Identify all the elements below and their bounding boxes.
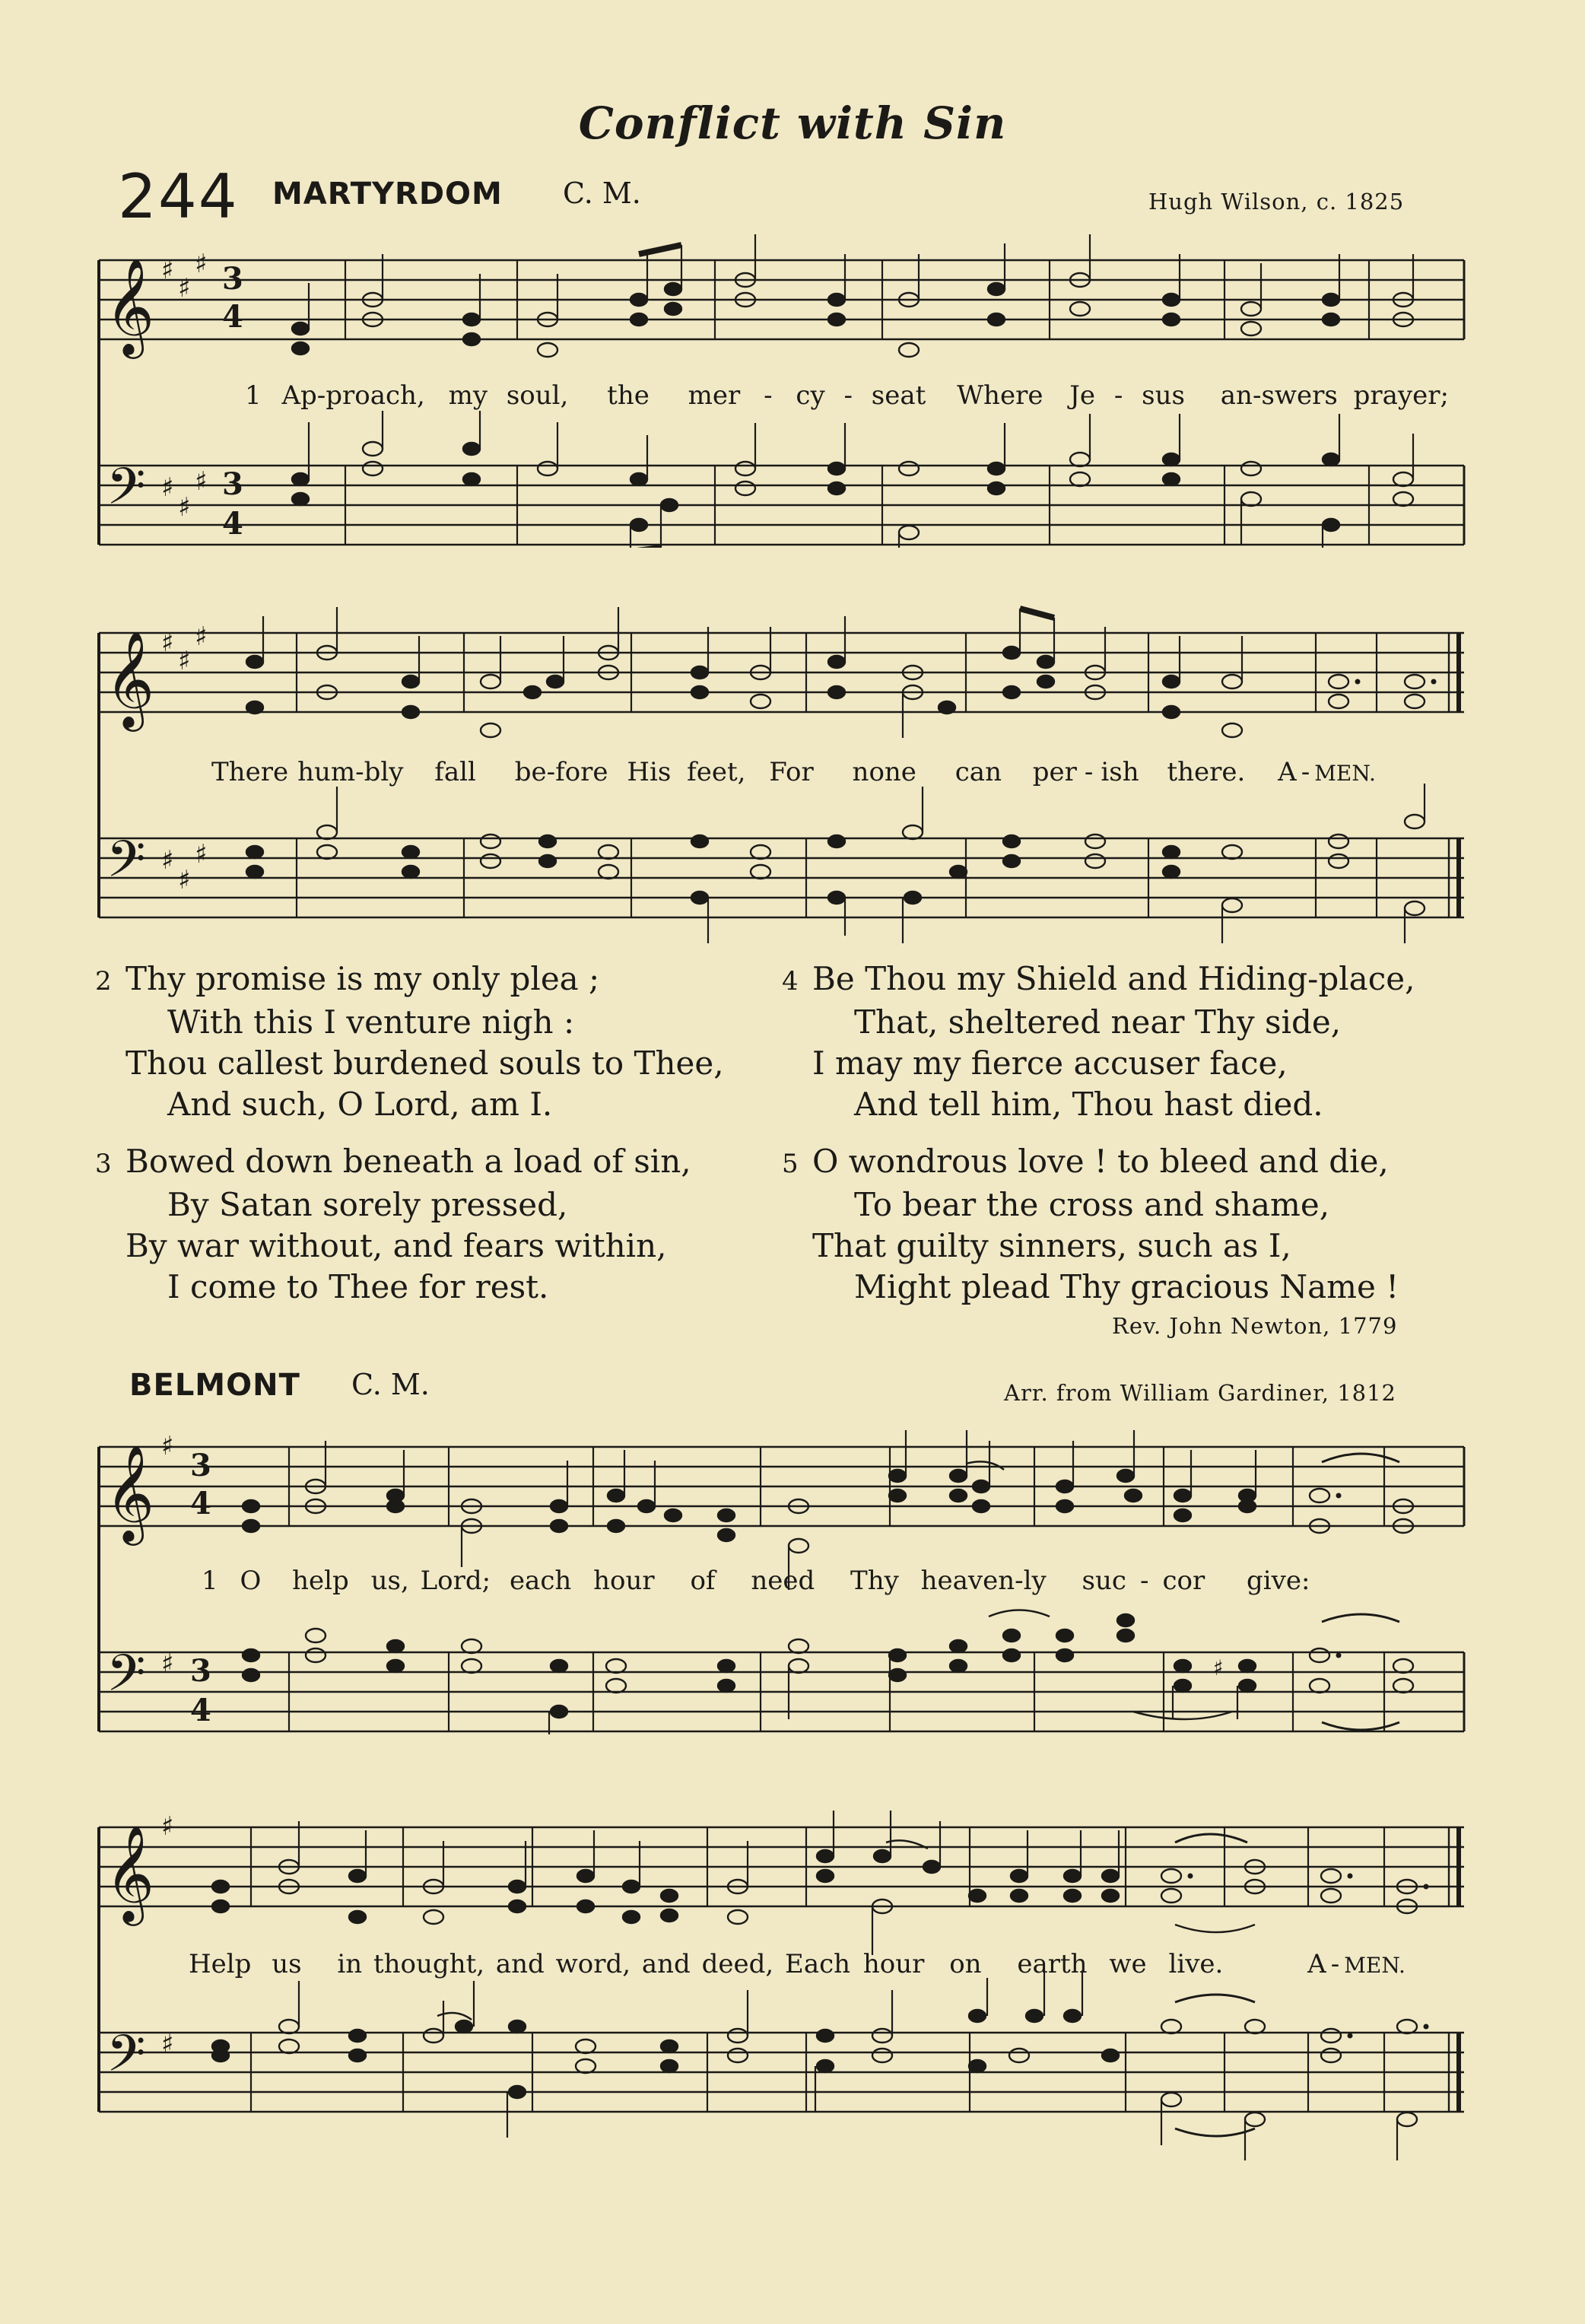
lyric-syllable: Thy [850, 1566, 899, 1596]
lyric-syllable: we [1109, 1949, 1147, 1979]
svg-text:♯: ♯ [195, 839, 208, 870]
lyric-syllable: - [355, 757, 364, 787]
verse-line: That, sheltered near Thy side, [854, 1003, 1342, 1041]
lyric-syllable: feet, [687, 757, 746, 787]
lyric-syllable: word, [555, 1949, 631, 1979]
svg-text:𝄢: 𝄢 [106, 830, 146, 901]
verse-line: That guilty sinners, such as I, [812, 1227, 1291, 1264]
lyric-syllable: there. [1167, 757, 1246, 787]
lyric-syllable: us, [370, 1566, 409, 1596]
composer-credit: Hugh Wilson, c. 1825 [1148, 189, 1405, 215]
verse-number: 1 [202, 1566, 218, 1596]
svg-text:♯: ♯ [1213, 1655, 1224, 1680]
verse-3 [95, 1141, 691, 1308]
lyric-syllable: suc [1082, 1566, 1126, 1596]
lyric-syllable: - [1330, 1949, 1340, 1979]
lyric-syllable: my [448, 380, 488, 411]
svg-text:𝄞: 𝄞 [105, 1444, 155, 1541]
lyric-syllable: ish [1101, 757, 1139, 787]
svg-text:♯: ♯ [161, 255, 174, 285]
svg-text:♯: ♯ [195, 466, 208, 497]
svg-text:♯: ♯ [161, 2029, 174, 2059]
lyrics-line-1 [245, 380, 1449, 411]
lyric-syllable: fore [555, 757, 608, 787]
lyric-syllable: bly [364, 757, 404, 787]
tune-name-belmont: BELMONT [129, 1368, 300, 1403]
lyric-syllable: For [769, 757, 814, 787]
lyric-syllable: seat [871, 380, 926, 411]
verse-line: And tell him, Thou hast died. [854, 1086, 1323, 1123]
lyric-syllable: be [514, 757, 547, 787]
verse-line: By Satan sorely pressed, [167, 1186, 568, 1223]
page-header-title: Conflict with Sin [578, 97, 1007, 149]
svg-text:♯: ♯ [178, 646, 191, 676]
verse-line: Thou callest burdened souls to Thee, [125, 1044, 724, 1082]
lyric-syllable: per [1032, 757, 1077, 787]
verse-line: Might plead Thy gracious Name ! [854, 1268, 1399, 1305]
svg-text:♯: ♯ [161, 628, 174, 658]
lyric-syllable: Each [785, 1949, 851, 1979]
lyric-syllable: deed, [701, 1949, 774, 1979]
lyric-syllable: - [1113, 380, 1123, 411]
lyric-syllable: His [627, 757, 672, 787]
verse-number: 4 [782, 966, 799, 997]
lyric-syllable: thought, [373, 1949, 485, 1979]
svg-text:♯: ♯ [195, 249, 208, 279]
music-system-4 [0, 1795, 1585, 2176]
lyric-syllable: MEN. [1344, 1953, 1406, 1978]
svg-text:4: 4 [222, 506, 243, 542]
lyric-syllable: and [641, 1949, 691, 1979]
lyrics-line-4 [189, 1949, 1406, 1979]
svg-text:𝄢: 𝄢 [106, 1644, 146, 1715]
svg-text:♯: ♯ [178, 492, 191, 523]
verse-line: By war without, and fears within, [125, 1227, 667, 1264]
hymn-number: 244 [118, 161, 239, 232]
lyric-syllable: sus [1142, 380, 1185, 411]
hymn-author-credit: Rev. John Newton, 1779 [1112, 1313, 1398, 1339]
lyric-syllable: A [1278, 757, 1297, 787]
svg-text:4: 4 [190, 1693, 211, 1728]
verse-line: I come to Thee for rest. [167, 1268, 549, 1305]
svg-text:3: 3 [190, 1653, 211, 1689]
lyric-syllable: Je [1069, 380, 1096, 411]
verse-2 [95, 959, 724, 1125]
verse-line: And such, O Lord, am I. [167, 1086, 553, 1123]
lyric-syllable: earth [1017, 1949, 1088, 1979]
verse-5 [782, 1141, 1399, 1308]
tune-meter: C. M. [563, 176, 641, 210]
lyric-syllable: heaven-ly [920, 1566, 1047, 1596]
lyric-syllable: Help [189, 1949, 252, 1979]
lyric-syllable: MEN. [1314, 761, 1376, 786]
lyric-syllable: - [1084, 757, 1094, 787]
svg-text:♯: ♯ [161, 472, 174, 503]
svg-text:♯: ♯ [195, 622, 208, 652]
lyric-syllable: give: [1247, 1566, 1310, 1596]
svg-text:𝄢: 𝄢 [106, 2024, 146, 2095]
tune-name-martyrdom: MARTYRDOM [272, 176, 503, 211]
lyric-syllable: A [1307, 1949, 1326, 1979]
svg-text:𝄢: 𝄢 [106, 457, 146, 528]
lyric-syllable: of [690, 1566, 716, 1596]
lyric-syllable: cor [1162, 1566, 1205, 1596]
verse-line: With this I venture nigh : [167, 1003, 575, 1041]
verse-line: Thy promise is my only plea ; [125, 960, 600, 997]
time-signature-bottom: 4 [222, 299, 243, 335]
svg-text:4: 4 [190, 1486, 211, 1521]
lyric-syllable: need [751, 1566, 815, 1596]
lyric-syllable: hum [297, 757, 356, 787]
verse-number: 5 [782, 1149, 799, 1179]
lyric-syllable: - [1301, 757, 1310, 787]
svg-text:♯: ♯ [161, 845, 174, 876]
lyric-syllable: - [1139, 1566, 1149, 1596]
lyric-syllable: - [1252, 380, 1262, 411]
lyric-syllable: fall [434, 757, 476, 787]
lyrics-line-3 [202, 1566, 1310, 1596]
svg-text:♯: ♯ [161, 1811, 174, 1842]
lyrics-line-2 [211, 757, 1376, 787]
lyric-syllable: - [546, 757, 556, 787]
verse-number: 2 [95, 966, 112, 997]
verse-line: O wondrous love ! to bleed and die, [812, 1143, 1389, 1180]
time-signature-top: 3 [222, 261, 243, 297]
svg-text:3: 3 [222, 466, 243, 502]
verse-line: I may my fierce accuser face, [812, 1044, 1288, 1082]
verse-line: Bowed down beneath a load of sin, [125, 1143, 691, 1180]
svg-text:𝄞: 𝄞 [105, 257, 155, 354]
svg-text:♯: ♯ [178, 273, 191, 304]
verse-line: Be Thou my Shield and Hiding-place, [812, 960, 1415, 997]
lyric-syllable: prayer; [1353, 380, 1449, 411]
lyric-syllable: help [292, 1566, 349, 1596]
lyric-syllable: O [240, 1566, 262, 1596]
composer-credit: Arr. from William Gardiner, 1812 [1004, 1380, 1397, 1406]
lyric-syllable: an [1220, 380, 1253, 411]
lyric-syllable: us [272, 1949, 302, 1979]
lyric-syllable: swers [1261, 380, 1338, 411]
lyric-syllable: and [495, 1949, 545, 1979]
lyric-syllable: cy [796, 380, 825, 411]
lyric-syllable: hour [593, 1566, 655, 1596]
svg-text:𝄞: 𝄞 [105, 630, 155, 727]
verse-number: 3 [95, 1149, 112, 1179]
svg-text:♯: ♯ [161, 1648, 174, 1679]
lyric-syllable: none [852, 757, 916, 787]
staff-notation [0, 1795, 1585, 2176]
svg-text:♯: ♯ [178, 865, 191, 895]
lyric-syllable: - [764, 380, 773, 411]
lyric-syllable: There [211, 757, 289, 787]
lyric-syllable: live. [1168, 1949, 1224, 1979]
lyric-syllable: in [337, 1949, 363, 1979]
lyric-syllable: - [843, 380, 853, 411]
lyric-syllable: Where [957, 380, 1043, 411]
lyric-syllable: each [509, 1566, 572, 1596]
tune-meter: C. M. [351, 1368, 430, 1401]
verse-4 [782, 959, 1415, 1125]
lyric-syllable: Lord; [420, 1566, 491, 1596]
svg-text:3: 3 [190, 1448, 211, 1483]
verse-number: 1 [245, 380, 262, 411]
svg-text:𝄞: 𝄞 [105, 1824, 155, 1922]
svg-text:♯: ♯ [161, 1431, 174, 1461]
lyric-syllable: hour [862, 1949, 925, 1979]
verse-line: To bear the cross and shame, [854, 1186, 1330, 1223]
lyric-syllable: Ap-proach, [281, 380, 425, 411]
lyric-syllable: on [949, 1949, 982, 1979]
lyric-syllable: soul, [506, 380, 569, 411]
lyric-syllable: mer [688, 380, 741, 411]
lyric-syllable: the [607, 380, 650, 411]
lyric-syllable: can [954, 757, 1002, 787]
